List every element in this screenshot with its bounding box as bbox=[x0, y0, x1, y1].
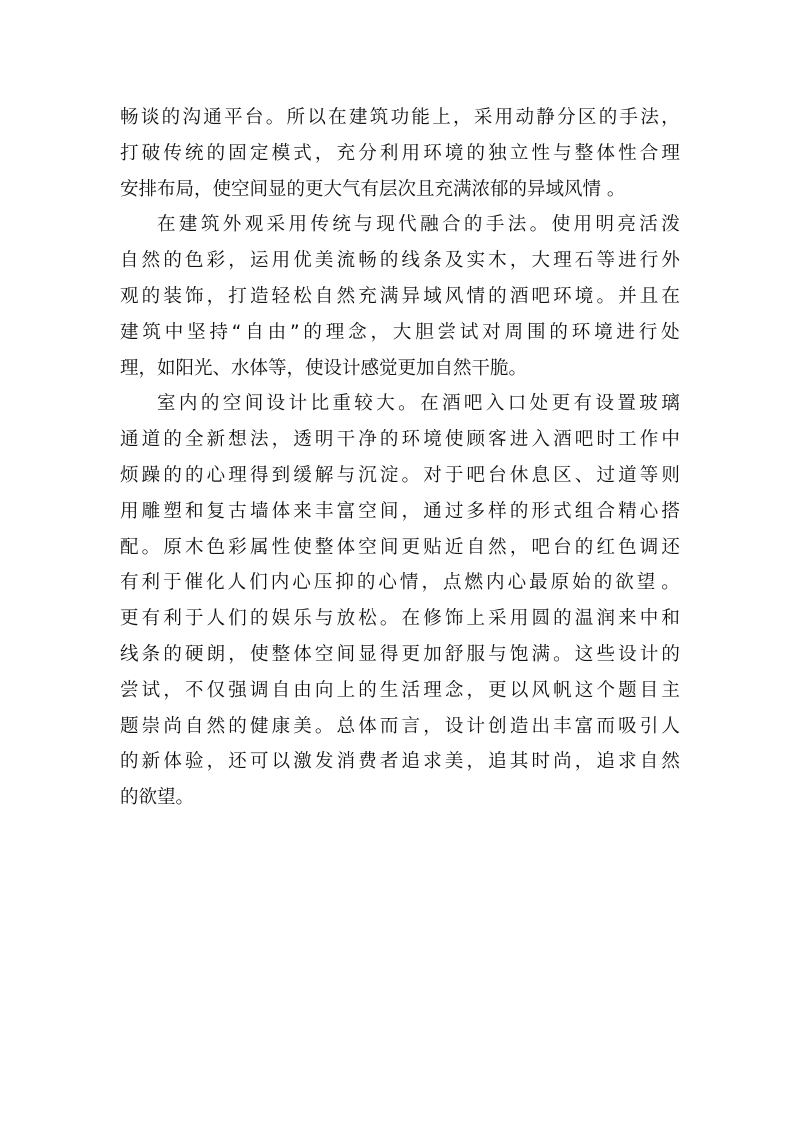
text-line bbox=[120, 207, 680, 243]
text-line bbox=[120, 601, 680, 637]
text-line bbox=[120, 315, 680, 351]
text-line-content: 理，如阳光、水体等，使设计感觉更加自然干脆。 bbox=[120, 357, 528, 379]
text-line bbox=[120, 494, 680, 530]
text-line bbox=[120, 744, 680, 780]
text-line bbox=[120, 243, 680, 279]
text-line bbox=[120, 136, 680, 172]
text-line-content: 的欲望。 bbox=[120, 787, 195, 809]
text-line-content: 题 崇 尚 自 然 的 健 康 美 。 总 体 而 言 ， 设 计 创 造 出 丰 富 而 吸 引 人 bbox=[120, 715, 680, 737]
text-line-content: 自 然 的 色 彩 ， 运 用 优 美 流 畅 的 线 条 及 实 木 ， 大 理 石 等 进 行 外 bbox=[120, 250, 680, 272]
text-line-content: 建 筑 中 坚 持 “ 自 由 ” 的 理 念 ， 大 胆 尝 试 对 周 围 的 环 境 进 行 处 bbox=[120, 321, 680, 343]
text-line-content: 室 内 的 空 间 设 计 比 重 较 大 。 在 酒 吧 入 口 处 更 有 设 置 玻 璃 bbox=[157, 393, 680, 415]
text-line-content: 在 建 筑 外 观 采 用 传 统 与 现 代 融 合 的 手 法 。 使 用 明 亮 活 泼 bbox=[157, 214, 680, 236]
text-line bbox=[120, 458, 680, 494]
text-line bbox=[120, 637, 680, 673]
text-line-content: 烦 躁 的 的 心 理 得 到 缓 解 与 沉 淀 。 对 于 吧 台 休 息 区 、 过 道 等 则 bbox=[120, 464, 680, 486]
text-line bbox=[120, 422, 680, 458]
text-line bbox=[120, 172, 680, 208]
text-line bbox=[120, 673, 680, 709]
text-line-content: 尝 试 ， 不 仅 强 调 自 由 向 上 的 生 活 理 念 ， 更 以 风 帆 这 个 题 目 主 bbox=[120, 679, 680, 701]
text-line-content: 的 新 体 验 ， 还 可 以 激 发 消 费 者 追 求 美 ， 追 其 时 尚 ， 追 求 自 然 bbox=[120, 751, 680, 773]
body-text bbox=[120, 100, 680, 816]
text-line-content: 观 的 装 饰 ， 打 造 轻 松 自 然 充 满 异 域 风 情 的 酒 吧 环 境 。 并 且 在 bbox=[120, 285, 680, 307]
text-line-content: 用 雕 塑 和 复 古 墙 体 来 丰 富 空 间 ， 通 过 多 样 的 形 式 组 合 精 心 搭 bbox=[120, 500, 680, 522]
text-line-content: 安排布局，使空间显的更大气有层次且充满浓郁的异域风情 。 bbox=[120, 178, 626, 200]
text-line bbox=[120, 780, 680, 816]
text-line bbox=[120, 709, 680, 745]
text-line-content: 通 道 的 全 新 想 法 ， 透 明 干 净 的 环 境 使 顾 客 进 入 酒 吧 时 工 作 中 bbox=[120, 429, 680, 451]
text-line-content: 畅 谈 的 沟 通 平 台 。 所 以 在 建 筑 功 能 上 ， 采 用 动 静 分 区 的 手 法 ， bbox=[120, 107, 680, 128]
text-line-content: 打 破 传 统 的 固 定 模 式 ， 充 分 利 用 环 境 的 独 立 性 与 整 体 性 合 理 bbox=[120, 142, 680, 164]
text-line bbox=[120, 386, 680, 422]
text-line bbox=[120, 565, 680, 601]
text-line-content: 有 利 于 催 化 人 们 内 心 压 抑 的 心 情 ， 点 燃 内 心 最 原 始 的 欲 望 。 bbox=[120, 572, 680, 594]
text-line-content: 更 有 利 于 人 们 的 娱 乐 与 放 松 。 在 修 饰 上 采 用 圆 的 温 润 来 中 和 bbox=[120, 608, 680, 630]
text-line-content: 配 。 原 木 色 彩 属 性 使 整 体 空 间 更 贴 近 自 然 ， 吧 台 的 红 色 调 还 bbox=[120, 536, 680, 558]
text-line bbox=[120, 279, 680, 315]
text-line-content: 线 条 的 硬 朗 ， 使 整 体 空 间 显 得 更 加 舒 服 与 饱 满 。 这 些 设 计 的 bbox=[120, 643, 680, 665]
text-line bbox=[120, 530, 680, 566]
text-line bbox=[120, 351, 680, 387]
text-line bbox=[120, 100, 680, 136]
